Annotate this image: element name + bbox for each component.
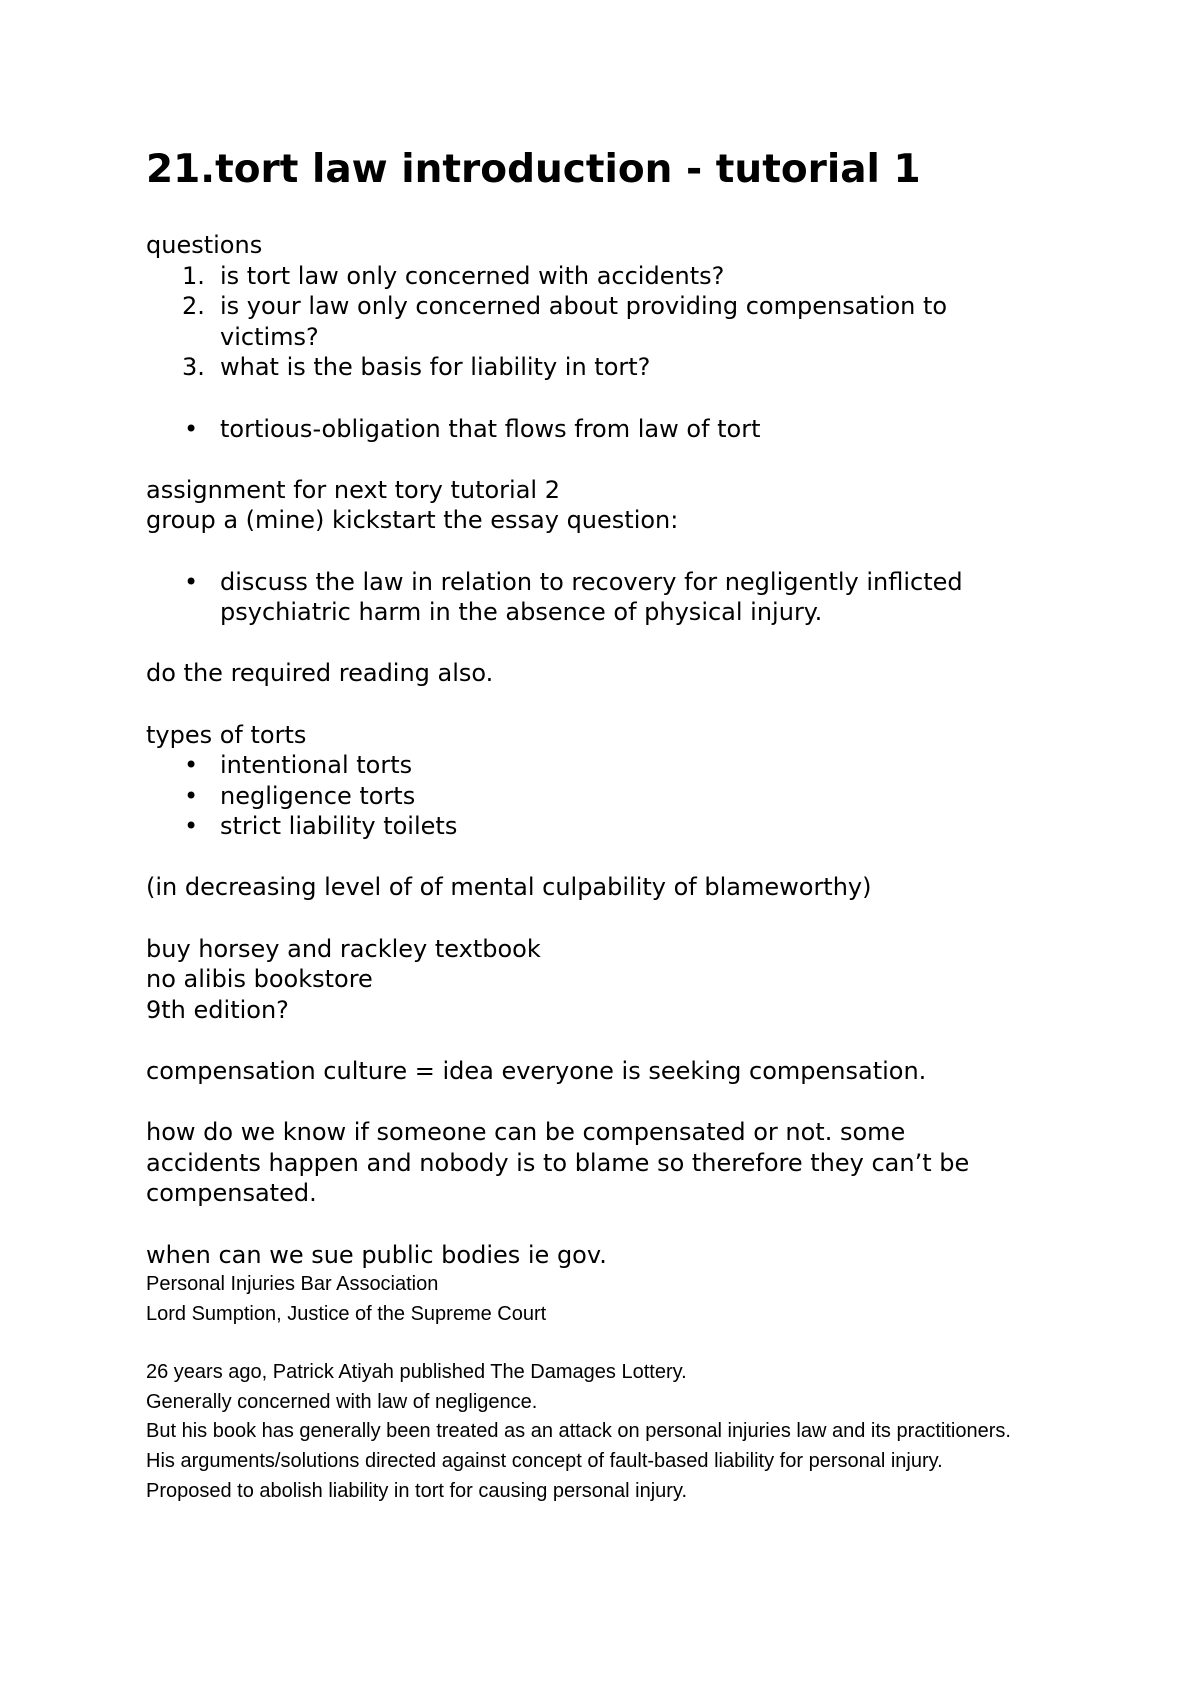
list-number: 2. [182, 292, 205, 321]
question-text: is your law only concerned about providing compensation to [220, 292, 948, 321]
essay-bullet-list [146, 567, 1106, 628]
atiyah-line: His arguments/solutions directed against concept of fault-based liability for personal injury. [146, 1450, 943, 1473]
bullet-icon: • [184, 751, 199, 780]
atiyah-line: Proposed to abolish liability in tort for causing personal injury. [146, 1479, 688, 1502]
public-bodies: when can we sue public bodies ie gov. [146, 1240, 607, 1269]
page-title: 21.tort law introduction - tutorial 1 [146, 147, 921, 192]
textbook-line: buy horsey and rackley textbook [146, 934, 541, 963]
list-item [146, 352, 1106, 383]
list-item [146, 811, 1106, 842]
questions-heading: questions [146, 231, 263, 259]
question-text-continued: victims? [220, 322, 319, 351]
atiyah-line: But his book has generally been treated as an attack on personal injuries law and its practitioners. [146, 1420, 1011, 1443]
bookstore-line: no alibis bookstore [146, 965, 373, 994]
association-line: Personal Injuries Bar Association [146, 1273, 439, 1296]
list-item [146, 291, 1106, 352]
bullet-text: strict liability toilets [220, 812, 458, 841]
bullet-icon: • [184, 781, 199, 810]
tortious-bullet-list [146, 414, 1106, 445]
edition-line: 9th edition? [146, 995, 289, 1024]
lord-line: Lord Sumption, Justice of the Supreme Court [146, 1302, 547, 1325]
notes-block [146, 1270, 1106, 1507]
bullet-text: intentional torts [220, 751, 413, 780]
how-know-line: compensated. [146, 1179, 317, 1208]
assignment-line: assignment for next tory tutorial 2 [146, 475, 560, 504]
bullet-text-continued: psychiatric harm in the absence of physical injury. [220, 598, 823, 627]
list-item [146, 414, 1106, 445]
bullet-icon: • [184, 812, 199, 841]
questions-list [146, 261, 1106, 383]
atiyah-line: Generally concerned with law of negligence. [146, 1390, 538, 1413]
bullet-icon: • [184, 414, 199, 443]
list-number: 1. [182, 261, 205, 290]
list-item [146, 750, 1106, 781]
how-know-line: accidents happen and nobody is to blame so therefore they can’t be [146, 1148, 970, 1177]
types-list [146, 750, 1106, 842]
culpability-note: (in decreasing level of of mental culpability of blameworthy) [146, 873, 872, 902]
list-item [146, 261, 1106, 292]
compensation-culture: compensation culture = idea everyone is seeking compensation. [146, 1057, 927, 1086]
list-item [146, 567, 1106, 628]
list-number: 3. [182, 353, 205, 382]
atiyah-line: 26 years ago, Patrick Atiyah published The Damages Lottery. [146, 1360, 687, 1383]
types-heading: types of torts [146, 720, 307, 749]
question-text: what is the basis for liability in tort? [220, 353, 651, 382]
document-body [146, 230, 1106, 1507]
bullet-text: discuss the law in relation to recovery for negligently inflicted [220, 567, 963, 596]
bullet-icon: • [184, 567, 199, 596]
list-item [146, 781, 1106, 812]
bullet-text: tortious-obligation that flows from law of tort [220, 414, 761, 443]
bullet-text: negligence torts [220, 781, 416, 810]
assignment-group-line: group a (mine) kickstart the essay question: [146, 506, 679, 535]
how-know-line: how do we know if someone can be compensated or not. some [146, 1118, 906, 1147]
question-text: is tort law only concerned with accidents? [220, 261, 725, 290]
required-reading: do the required reading also. [146, 659, 494, 688]
